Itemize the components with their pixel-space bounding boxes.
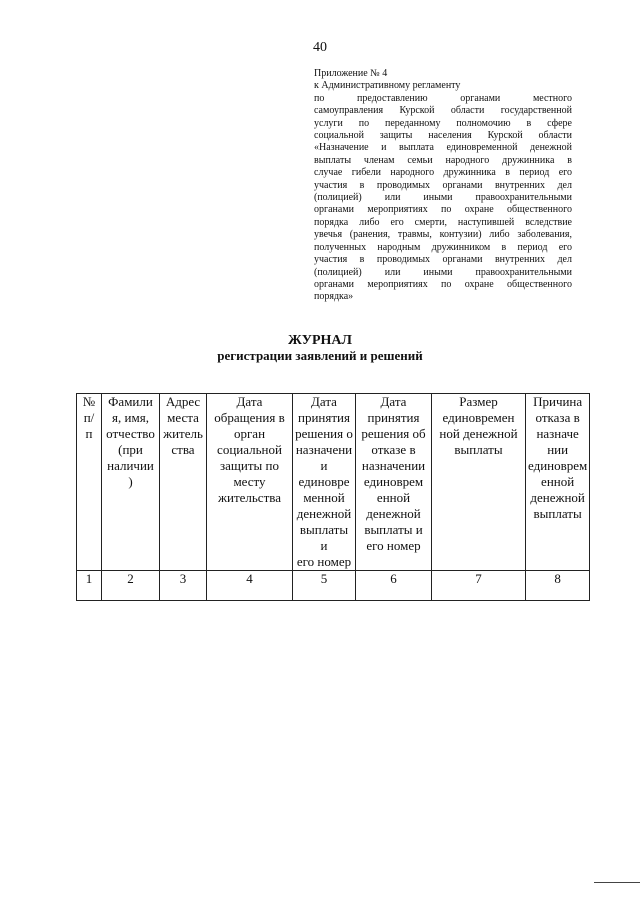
- column-number-cell: 5: [293, 571, 356, 601]
- column-header: [102, 394, 160, 571]
- appendix-line: (полицией) или иными правоохранительными: [314, 192, 572, 204]
- column-header-line: единоврем: [363, 474, 424, 489]
- column-number-cell: 7: [432, 571, 526, 601]
- appendix-line: выплаты членам семьи народного дружинника в: [314, 154, 572, 166]
- appendix-line: порядка либо его смерти, наступившей вследствие: [314, 216, 572, 228]
- appendix-line: участия в проводимых органами внутренних дел: [314, 179, 572, 191]
- column-number-cell: 1: [77, 571, 102, 601]
- column-header-line: ства: [171, 442, 195, 457]
- column-header-line: наличии: [107, 458, 154, 473]
- column-header: [432, 394, 526, 571]
- column-header: [160, 394, 207, 571]
- column-number-cell: 6: [356, 571, 432, 601]
- column-header-line: денежной: [366, 506, 421, 521]
- journal-table: [76, 393, 590, 601]
- journal-subtitle: регистрации заявлений и решений: [217, 348, 423, 363]
- column-header-line: житель: [163, 426, 203, 441]
- column-header-line: денежной: [296, 506, 352, 521]
- appendix-block: [314, 68, 572, 304]
- appendix-line: органами мероприятиях по охране общественного: [314, 204, 572, 216]
- column-header-line: решения о: [295, 426, 353, 441]
- column-header-line: назначе: [536, 426, 579, 441]
- column-header-line: нии: [547, 442, 569, 457]
- column-header-line: места: [167, 410, 199, 425]
- appendix-line: самоуправления Курской области государственной: [314, 105, 572, 117]
- appendix-line: услуги по переданному полномочию в сфере: [314, 117, 572, 129]
- column-header-line: Дата: [311, 394, 337, 409]
- column-header-line: единовремен: [442, 410, 515, 425]
- page-corner-line: [594, 882, 640, 883]
- column-header-line: Адрес: [165, 394, 201, 409]
- column-header-line: выплаты: [454, 442, 503, 457]
- column-header-line: обращения в: [214, 410, 285, 425]
- column-number-cell: 2: [102, 571, 160, 601]
- appendix-line: увечья (ранения, травмы, контузии) либо заболевания,: [314, 229, 572, 241]
- column-header-line: выплаты и: [364, 522, 423, 537]
- column-header: [207, 394, 293, 571]
- column-header-line: назначении: [361, 458, 426, 473]
- column-header-line: его номер: [296, 554, 352, 569]
- column-header-line: назначени: [295, 442, 353, 457]
- column-header-line: я, имя,: [112, 410, 149, 425]
- column-header-line: Причина: [533, 394, 583, 409]
- column-header-line: месту: [233, 474, 266, 489]
- column-number-cell: 4: [207, 571, 293, 601]
- column-header-line: ной денежной: [439, 426, 518, 441]
- column-header-line: Размер: [459, 394, 498, 409]
- appendix-line: порядка»: [314, 291, 354, 303]
- column-header-line: енной: [541, 474, 575, 489]
- appendix-line: полученных народным дружинником в период его: [314, 241, 572, 253]
- appendix-line: органами мероприятиях по охране общественного: [314, 278, 572, 290]
- column-header-line: Дата: [236, 394, 263, 409]
- column-header-line: и: [320, 458, 328, 473]
- appendix-line: к Административному регламенту: [314, 80, 461, 92]
- column-header-line: отказе в: [371, 442, 416, 457]
- appendix-line: социальной защиты населения Курской области: [314, 130, 572, 142]
- column-header-line: орган: [233, 426, 266, 441]
- column-header-line: единоврем: [528, 458, 588, 473]
- column-header-line: выплаты: [533, 506, 582, 521]
- column-header-line: жительства: [218, 490, 281, 505]
- journal-title: ЖУРНАЛ: [288, 333, 352, 348]
- column-header-line: Дата: [380, 394, 407, 409]
- column-header-line: денежной: [530, 490, 585, 505]
- column-header-line: решения об: [361, 426, 426, 441]
- column-header-line: №: [82, 394, 96, 409]
- column-header-line: п: [85, 426, 93, 441]
- column-header: [526, 394, 590, 571]
- column-header-line: (при: [118, 442, 143, 457]
- column-header-line: принятия: [367, 410, 420, 425]
- appendix-line: по предоставлению органами местного: [314, 92, 572, 104]
- column-header: [293, 394, 356, 571]
- column-header-line: выплаты и: [299, 522, 349, 553]
- column-header-line: Фамили: [108, 394, 153, 409]
- appendix-line: «Назначение и выплата единовременной денежной: [314, 142, 572, 154]
- column-header-line: ): [128, 474, 133, 489]
- column-header-line: отчество: [106, 426, 155, 441]
- column-header: [356, 394, 432, 571]
- column-header-line: енной: [376, 490, 411, 505]
- appendix-line: Приложение № 4: [314, 68, 388, 79]
- column-header-line: отказа в: [535, 410, 580, 425]
- appendix-line: участия в проводимых органами внутренних дел: [314, 254, 572, 266]
- column-header: [77, 394, 102, 571]
- column-header-line: принятия: [298, 410, 350, 425]
- page-number: 40: [313, 40, 327, 55]
- column-header-line: социальной: [217, 442, 282, 457]
- table-row: [77, 571, 590, 601]
- column-header-line: менной: [303, 490, 345, 505]
- appendix-line: случае гибели народного дружинника в период его: [314, 167, 572, 179]
- column-number-cell: 8: [526, 571, 590, 601]
- appendix-line: (полицией) или иными правоохранительными: [314, 266, 572, 278]
- table-header-row: [77, 394, 590, 571]
- column-header-line: единовре: [298, 474, 350, 489]
- column-number-cell: 3: [160, 571, 207, 601]
- column-header-line: его номер: [366, 538, 421, 553]
- column-header-line: защиты по: [220, 458, 279, 473]
- column-header-line: п/: [83, 410, 95, 425]
